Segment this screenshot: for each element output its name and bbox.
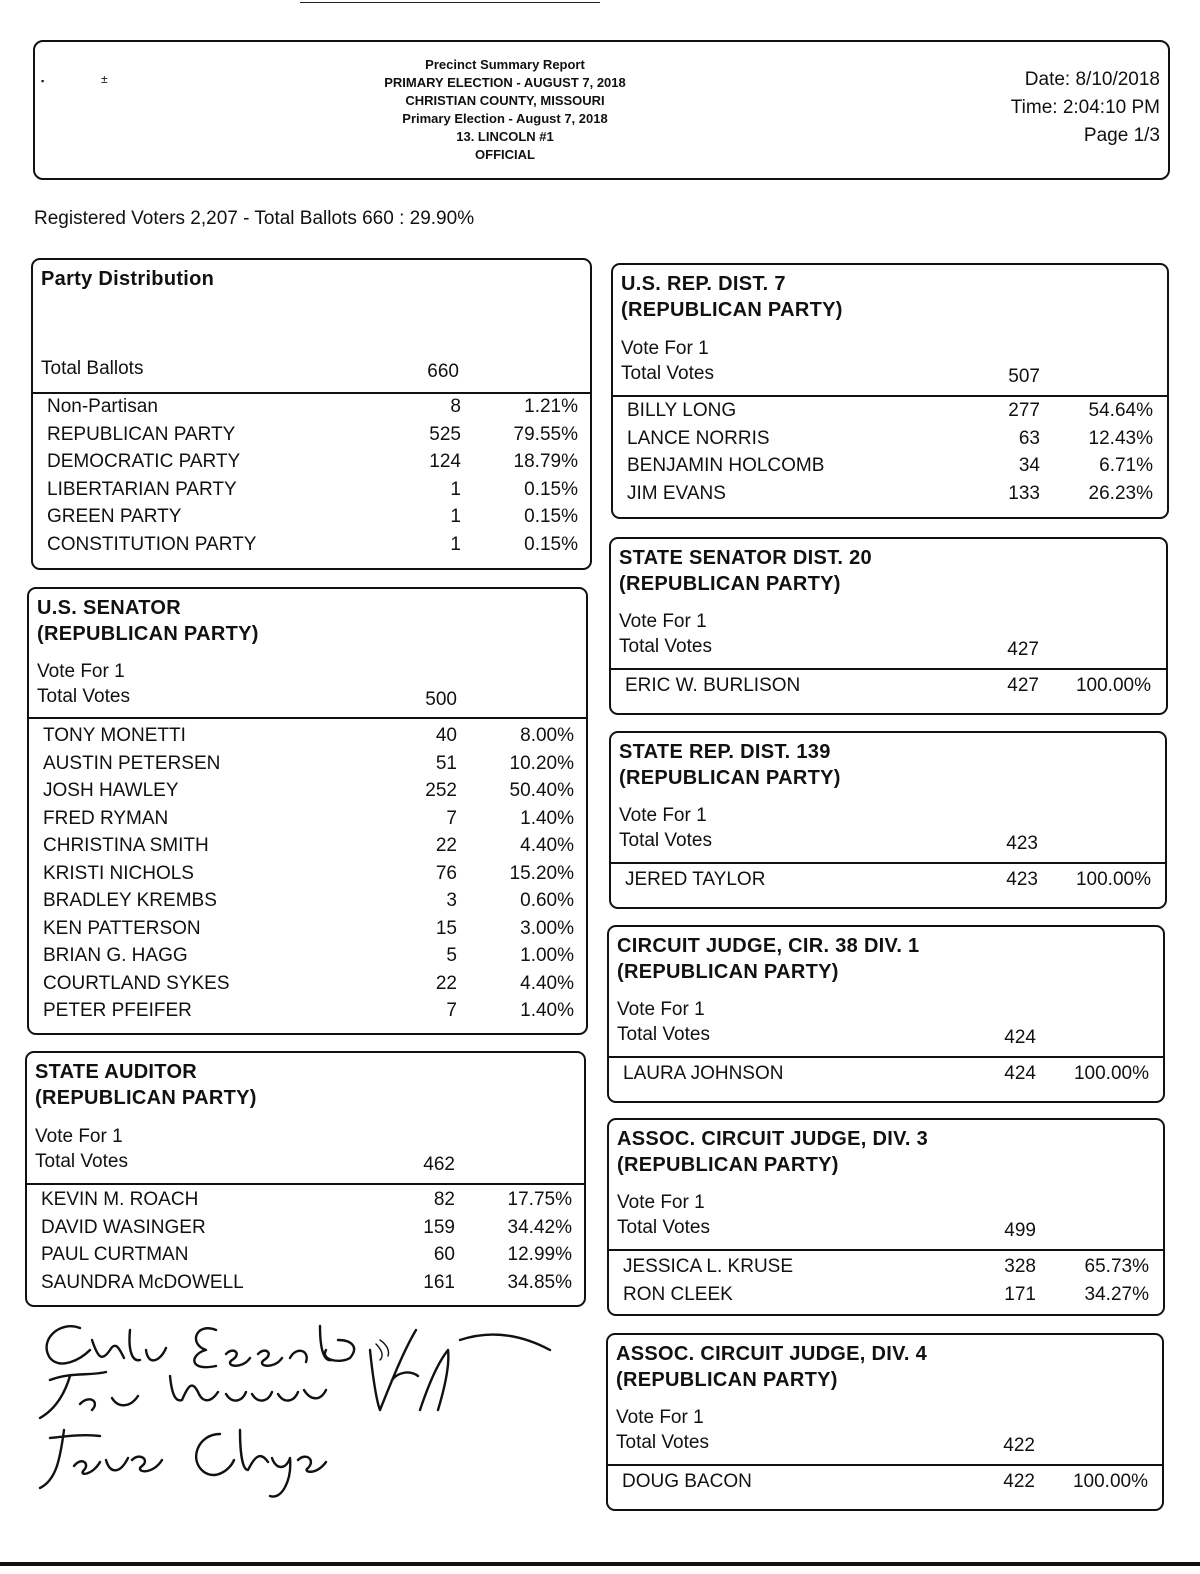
candidate-row xyxy=(29,945,586,973)
candidate-percent: 26.23% xyxy=(1088,482,1153,504)
vote-for-label: Vote For 1 xyxy=(37,661,125,682)
candidate-percent: 100.00% xyxy=(1073,1063,1149,1084)
race-party: (REPUBLICAN PARTY) xyxy=(37,623,259,645)
candidate-percent: 8.00% xyxy=(520,725,574,746)
race-title xyxy=(37,595,259,647)
candidate-name: RON CLEEK xyxy=(623,1283,733,1305)
candidate-votes: 423 xyxy=(1006,869,1038,890)
candidate-name: BRIAN G. HAGG xyxy=(43,945,188,966)
candidate-name: FRED RYMAN xyxy=(43,807,169,829)
report-header xyxy=(33,40,1170,180)
candidate-percent: 1.00% xyxy=(520,945,574,966)
party-row xyxy=(33,534,590,562)
candidate-votes: 161 xyxy=(423,1271,455,1293)
report-title: Precinct Summary Report xyxy=(425,57,585,72)
candidate-votes: 252 xyxy=(425,780,457,801)
total-votes-value: 423 xyxy=(1006,833,1038,854)
candidate-row xyxy=(27,1189,584,1217)
candidate-percent: 34.85% xyxy=(507,1271,572,1293)
election-subtitle: Primary Election - August 7, 2018 xyxy=(402,111,608,126)
candidate-name: TONY MONETTI xyxy=(43,725,186,746)
candidate-votes: 22 xyxy=(435,972,457,994)
candidate-name: ERIC W. BURLISON xyxy=(625,675,801,696)
race-party: (REPUBLICAN PARTY) xyxy=(616,1369,838,1391)
candidate-percent: 6.71% xyxy=(1099,455,1153,477)
candidate-name: JERED TAYLOR xyxy=(625,869,766,890)
total-ballots-label: Total Ballots xyxy=(41,358,144,379)
scan-mark: ▪ xyxy=(41,76,45,86)
party-name: LIBERTARIAN PARTY xyxy=(47,478,237,500)
race-office: CIRCUIT JUDGE, CIR. 38 DIV. 1 xyxy=(617,935,920,957)
candidate-percent: 34.42% xyxy=(507,1216,572,1238)
scan-top-rule xyxy=(300,2,600,3)
vote-for-label: Vote For 1 xyxy=(621,338,709,359)
candidate-votes: 82 xyxy=(433,1189,455,1210)
race-panel-state-rep-dist-139 xyxy=(609,731,1167,909)
race-title xyxy=(35,1059,257,1111)
party-row xyxy=(33,451,590,479)
total-votes-label: Total Votes xyxy=(619,830,712,851)
candidate-votes: 7 xyxy=(446,807,457,829)
total-votes-value: 499 xyxy=(1004,1220,1036,1241)
candidate-name: DAVID WASINGER xyxy=(41,1216,206,1238)
candidate-name: BILLY LONG xyxy=(627,400,737,421)
candidate-percent: 10.20% xyxy=(509,752,574,774)
party-ballots: 124 xyxy=(429,451,461,473)
candidate-row xyxy=(29,753,586,781)
race-panel-us-senator xyxy=(27,587,588,1035)
candidate-name: BRADLEY KREMBS xyxy=(43,890,217,911)
candidate-votes: 51 xyxy=(435,752,457,774)
scan-mark: ± xyxy=(101,72,108,86)
candidate-row xyxy=(27,1217,584,1245)
race-title xyxy=(616,1341,927,1393)
race-office: U.S. REP. DIST. 7 xyxy=(621,273,786,295)
report-meta xyxy=(1011,66,1160,150)
race-title xyxy=(617,1126,928,1178)
candidate-percent: 100.00% xyxy=(1075,869,1151,890)
official-label: OFFICIAL xyxy=(475,147,535,162)
party-ballots: 1 xyxy=(450,534,461,555)
candidate-row xyxy=(29,1000,586,1028)
candidate-percent: 17.75% xyxy=(507,1189,572,1210)
total-votes-value: 462 xyxy=(423,1154,455,1175)
divider xyxy=(29,717,586,719)
total-votes-value: 424 xyxy=(1004,1027,1036,1048)
race-panel-state-senator-dist-20 xyxy=(609,537,1168,715)
candidate-row xyxy=(29,973,586,1001)
race-panel-assoc-circuit-judge-div-3 xyxy=(607,1118,1165,1316)
candidate-name: AUSTIN PETERSEN xyxy=(43,752,221,774)
total-votes-label: Total Votes xyxy=(616,1432,709,1453)
race-office: ASSOC. CIRCUIT JUDGE, DIV. 3 xyxy=(617,1128,929,1150)
candidate-votes: 422 xyxy=(1003,1471,1035,1492)
race-panel-circuit-judge-cir-38-div-1 xyxy=(607,925,1165,1103)
race-party: (REPUBLICAN PARTY) xyxy=(617,961,839,983)
divider xyxy=(613,395,1167,397)
vote-for-label: Vote For 1 xyxy=(616,1407,704,1428)
report-date: Date: 8/10/2018 xyxy=(1024,69,1160,90)
candidate-percent: 12.99% xyxy=(507,1244,572,1266)
candidate-votes: 328 xyxy=(1004,1256,1036,1277)
election-name: PRIMARY ELECTION - AUGUST 7, 2018 xyxy=(384,75,626,90)
candidate-row xyxy=(29,918,586,946)
candidate-percent: 50.40% xyxy=(509,780,574,801)
candidate-percent: 54.64% xyxy=(1088,400,1153,421)
candidate-votes: 171 xyxy=(1004,1283,1036,1305)
registered-voters-line: Registered Voters 2,207 - Total Ballots 660 : 29.90% xyxy=(34,208,475,229)
candidate-votes: 3 xyxy=(446,890,457,911)
total-votes-value: 427 xyxy=(1007,639,1039,660)
candidate-row xyxy=(608,1471,1162,1499)
race-panel-state-auditor xyxy=(25,1051,586,1307)
candidate-name: JIM EVANS xyxy=(627,482,726,504)
race-office: ASSOC. CIRCUIT JUDGE, DIV. 4 xyxy=(616,1343,928,1365)
total-votes-label: Total Votes xyxy=(617,1217,710,1238)
candidate-votes: 427 xyxy=(1007,675,1039,696)
party-name: REPUBLICAN PARTY xyxy=(47,423,236,445)
party-name: DEMOCRATIC PARTY xyxy=(47,451,241,473)
race-title xyxy=(619,545,872,597)
race-panel-us-rep-dist-7 xyxy=(611,263,1169,519)
candidate-votes: 133 xyxy=(1008,482,1040,504)
candidate-votes: 76 xyxy=(435,862,457,884)
race-party: (REPUBLICAN PARTY) xyxy=(619,573,841,595)
candidate-row xyxy=(611,675,1166,703)
race-title xyxy=(619,739,841,791)
candidate-percent: 1.40% xyxy=(520,1000,574,1021)
precinct-name: 13. LINCOLN #1 xyxy=(456,129,554,144)
race-party: (REPUBLICAN PARTY) xyxy=(619,767,841,789)
candidate-row xyxy=(609,1256,1163,1284)
candidate-percent: 100.00% xyxy=(1072,1471,1148,1492)
candidate-name: BENJAMIN HOLCOMB xyxy=(627,455,825,477)
divider xyxy=(611,668,1166,670)
candidate-votes: 63 xyxy=(1018,427,1040,449)
party-percent: 1.21% xyxy=(524,396,578,417)
candidate-votes: 22 xyxy=(435,835,457,856)
candidate-row xyxy=(27,1244,584,1272)
candidate-row xyxy=(613,455,1167,483)
total-votes-value: 422 xyxy=(1003,1435,1035,1456)
party-percent: 0.15% xyxy=(524,506,578,528)
party-ballots: 1 xyxy=(450,506,461,528)
page-number: Page 1/3 xyxy=(1083,125,1160,146)
candidate-name: KRISTI NICHOLS xyxy=(43,862,194,884)
party-percent: 0.15% xyxy=(524,534,578,555)
county-name: CHRISTIAN COUNTY, MISSOURI xyxy=(405,93,605,108)
vote-for-label: Vote For 1 xyxy=(617,1192,705,1213)
divider xyxy=(609,1249,1163,1251)
candidate-votes: 159 xyxy=(423,1216,455,1238)
party-percent: 79.55% xyxy=(513,423,578,445)
candidate-row xyxy=(29,808,586,836)
panel-title: Party Distribution xyxy=(41,268,215,290)
divider xyxy=(33,392,590,394)
party-ballots: 525 xyxy=(429,423,461,445)
total-votes-value: 500 xyxy=(425,689,457,710)
scan-bottom-rule xyxy=(0,1562,1200,1566)
race-office: STATE AUDITOR xyxy=(35,1061,198,1083)
candidate-row xyxy=(613,428,1167,456)
candidate-name: COURTLAND SYKES xyxy=(43,972,230,994)
divider xyxy=(611,862,1165,864)
candidate-votes: 60 xyxy=(433,1244,455,1266)
race-panel-assoc-circuit-judge-div-4 xyxy=(606,1333,1164,1511)
candidate-percent: 4.40% xyxy=(520,835,574,856)
candidate-row xyxy=(613,400,1167,428)
candidate-name: KEVIN M. ROACH xyxy=(41,1189,199,1210)
total-votes-label: Total Votes xyxy=(621,363,714,384)
candidate-name: SAUNDRA McDOWELL xyxy=(41,1271,244,1293)
candidate-votes: 5 xyxy=(446,945,457,966)
candidate-row xyxy=(29,890,586,918)
candidate-name: JOSH HAWLEY xyxy=(43,780,179,801)
candidate-percent: 4.40% xyxy=(520,972,574,994)
candidate-row xyxy=(611,869,1165,897)
candidate-row xyxy=(609,1284,1163,1312)
candidate-name: PAUL CURTMAN xyxy=(41,1244,189,1266)
party-distribution-panel xyxy=(31,258,592,570)
candidate-row xyxy=(29,863,586,891)
divider xyxy=(609,1056,1163,1058)
party-ballots: 8 xyxy=(450,396,461,417)
candidate-votes: 277 xyxy=(1008,400,1040,421)
total-votes-value: 507 xyxy=(1008,366,1040,387)
vote-for-label: Vote For 1 xyxy=(619,805,707,826)
candidate-percent: 0.60% xyxy=(520,890,574,911)
party-name: Non-Partisan xyxy=(47,396,158,417)
race-office: STATE SENATOR DIST. 20 xyxy=(619,547,872,569)
candidate-percent: 34.27% xyxy=(1084,1283,1149,1305)
candidate-name: CHRISTINA SMITH xyxy=(43,835,209,856)
race-office: U.S. SENATOR xyxy=(37,597,181,619)
party-name: CONSTITUTION PARTY xyxy=(47,534,257,555)
candidate-votes: 34 xyxy=(1018,455,1040,477)
candidate-row xyxy=(609,1063,1163,1091)
candidate-votes: 424 xyxy=(1004,1063,1036,1084)
race-party: (REPUBLICAN PARTY) xyxy=(617,1154,839,1176)
total-votes-label: Total Votes xyxy=(35,1151,128,1172)
race-title xyxy=(617,933,919,985)
candidate-votes: 40 xyxy=(435,725,457,746)
divider xyxy=(27,1183,584,1185)
party-row xyxy=(33,479,590,507)
candidate-name: DOUG BACON xyxy=(622,1471,752,1492)
candidate-votes: 7 xyxy=(446,1000,457,1021)
party-name: GREEN PARTY xyxy=(47,506,182,528)
total-votes-label: Total Votes xyxy=(617,1024,710,1045)
divider xyxy=(608,1464,1162,1466)
party-ballots: 1 xyxy=(450,478,461,500)
total-ballots-value: 660 xyxy=(427,361,459,382)
candidate-name: LAURA JOHNSON xyxy=(623,1063,784,1084)
party-row xyxy=(33,396,590,424)
total-votes-label: Total Votes xyxy=(37,686,130,707)
candidate-percent: 1.40% xyxy=(520,807,574,829)
candidate-percent: 3.00% xyxy=(520,917,574,939)
candidate-row xyxy=(29,780,586,808)
total-votes-label: Total Votes xyxy=(619,636,712,657)
candidate-row xyxy=(29,725,586,753)
vote-for-label: Vote For 1 xyxy=(619,611,707,632)
report-title-block xyxy=(345,56,665,164)
candidate-percent: 15.20% xyxy=(509,862,574,884)
candidate-votes: 15 xyxy=(435,917,457,939)
candidate-row xyxy=(613,483,1167,511)
race-party: (REPUBLICAN PARTY) xyxy=(35,1087,257,1109)
candidate-percent: 65.73% xyxy=(1084,1256,1149,1277)
party-row xyxy=(33,506,590,534)
party-row xyxy=(33,424,590,452)
race-office: STATE REP. DIST. 139 xyxy=(619,741,831,763)
candidate-name: LANCE NORRIS xyxy=(627,427,770,449)
candidate-name: PETER PFEIFER xyxy=(43,1000,192,1021)
report-time: Time: 2:04:10 PM xyxy=(1010,97,1160,118)
race-party: (REPUBLICAN PARTY) xyxy=(621,299,843,321)
handwritten-signatures xyxy=(20,1310,580,1510)
candidate-percent: 100.00% xyxy=(1075,675,1151,696)
candidate-name: JESSICA L. KRUSE xyxy=(623,1256,794,1277)
party-percent: 18.79% xyxy=(513,451,578,473)
candidate-name: KEN PATTERSON xyxy=(43,917,201,939)
race-title xyxy=(621,271,843,323)
candidate-percent: 12.43% xyxy=(1088,427,1153,449)
vote-for-label: Vote For 1 xyxy=(35,1126,123,1147)
vote-for-label: Vote For 1 xyxy=(617,999,705,1020)
party-percent: 0.15% xyxy=(524,478,578,500)
candidate-row xyxy=(29,835,586,863)
candidate-row xyxy=(27,1272,584,1300)
